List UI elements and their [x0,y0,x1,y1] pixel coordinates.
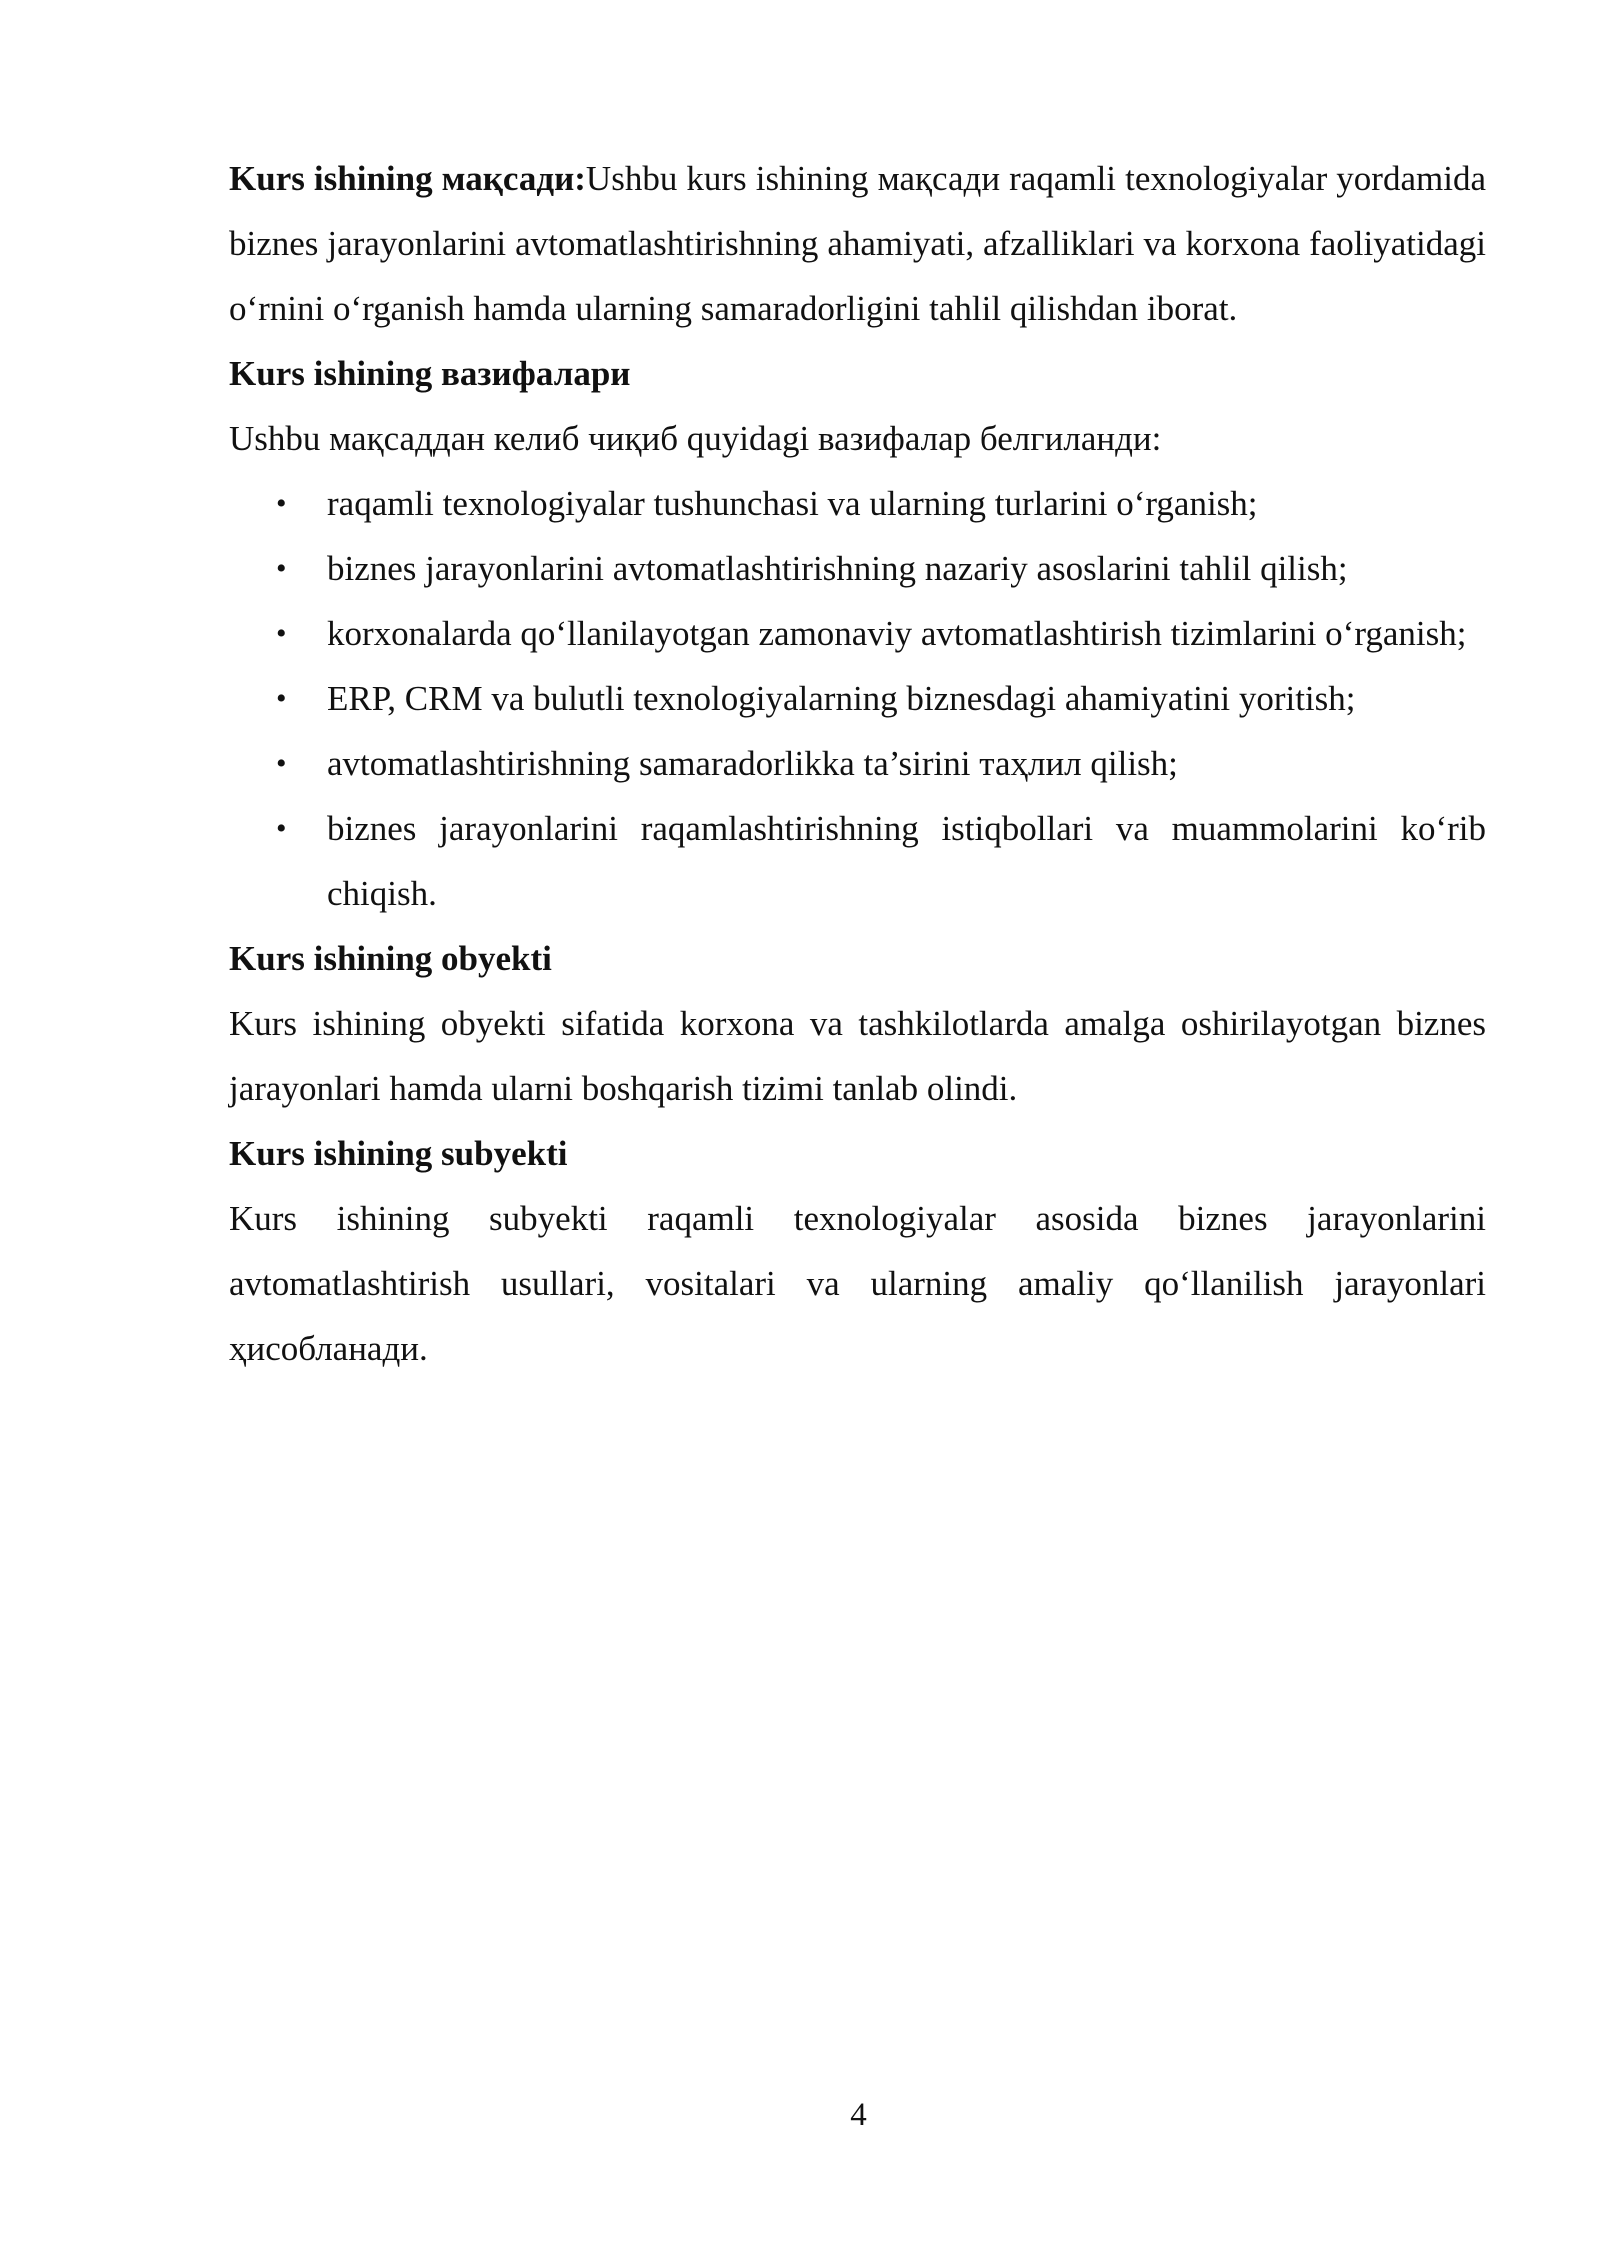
bullet-icon: • [276,747,287,780]
bullet-icon: • [276,812,287,845]
list-item-text: korxonalarda qo‘llanilayotgan zamonaviy avtomatlashtirish tizimlarini o‘rganish; [327,614,1467,653]
goal-paragraph [229,146,1486,341]
list-item [229,536,1486,601]
bullet-icon: • [276,487,287,520]
tasks-intro: Ushbu мақсаддан келиб чиқиб quyidagi вазифалар белгиланди: [229,419,1162,458]
object-paragraph: Kurs ishining obyekti sifatida korxona va tashkilotlarda amalga oshirilayotgan biznes jarayonlari hamda ularni boshqarish tizimi tanlab olindi. [229,1004,1486,1108]
goal-text: Ushbu kurs ishining мақсади raqamli texnologiyalar yordamida biznes jarayonlarini avtomatlashtirishning ahamiyati, afzalliklari va korxona faoliyatidagi o‘rnini o‘rganish hamda ularning samaradorligini tahlil qilishdan iborat. [229,159,1486,328]
list-item-text: raqamli texnologiyalar tushunchasi va ularning turlarini o‘rganish; [327,484,1258,523]
subject-paragraph: Kurs ishining subyekti raqamli texnologiyalar asosida biznes jarayonlarini avtomatlashtirish usullari, vositalari va ularning amaliy qo‘llanilish jarayonlari ҳисобланади. [229,1199,1486,1368]
list-item-text: ERP, CRM va bulutli texnologiyalarning biznesdagi ahamiyatini yoritish; [327,679,1356,718]
tasks-heading: Kurs ishining вазифалари [229,354,631,393]
subject-heading: Kurs ishining subyekti [229,1134,568,1173]
document-page [229,146,1486,1381]
goal-label: Kurs ishining мақсади: [229,159,586,198]
list-item [229,731,1486,796]
object-heading: Kurs ishining obyekti [229,939,552,978]
list-item-text: biznes jarayonlarini raqamlashtirishning istiqbollari va muammolarini ko‘rib chiqish. [327,809,1486,913]
list-item [229,471,1486,536]
list-item [229,601,1486,666]
bullet-icon: • [276,552,287,585]
bullet-icon: • [276,617,287,650]
bullet-icon: • [276,682,287,715]
tasks-list [229,471,1486,926]
list-item [229,666,1486,731]
list-item-text: biznes jarayonlarini avtomatlashtirishning nazariy asoslarini tahlil qilish; [327,549,1348,588]
page-number: 4 [850,2097,867,2133]
list-item [229,796,1486,926]
list-item-text: avtomatlashtirishning samaradorlikka ta’sirini таҳлил qilish; [327,744,1178,783]
